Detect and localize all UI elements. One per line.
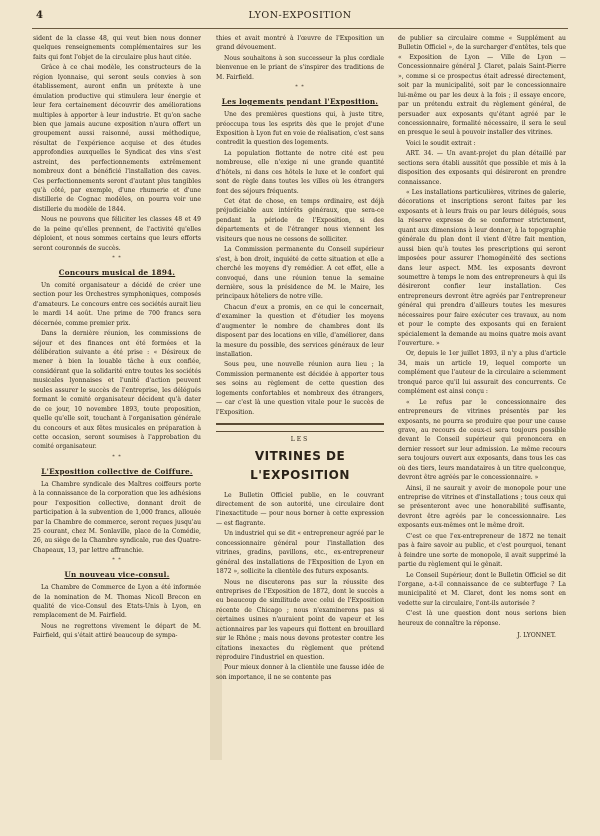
section-heading: Les logements pendant l'Exposition.: [221, 96, 379, 106]
paragraph: Or, depuis le 1er juillet 1893, il n'y a plus d'article 34, mais un article 19, lequel comporte un complément que l'auteur de la circulaire a sciemment tronqué parce qu'il lui assurait des concurrents. Ce complément est ainsi conçu :: [398, 350, 566, 396]
section-separator: * *: [112, 255, 122, 262]
paragraph: thies et avait montré à l'œuvre de l'Exposition un grand dévouement.: [216, 35, 384, 52]
paragraph: Nous ne pouvons que féliciter les classes 48 et 49 de la peine qu'elles prennent, de l'activité qu'elles déploient, et nous sommes certains que leurs efforts seront couronnés de succès.: [33, 216, 201, 252]
page-number: 4: [36, 10, 43, 21]
paragraph: Ainsi, il ne saurait y avoir de monopole pour une entreprise de vitrines et d'installations ; tous ceux qui se présenteront avec une honorabilité suffisante, devront être agréés par le concessionnaire. Les exposants eux-mêmes ont le même droit.: [398, 484, 566, 530]
column-2: [216, 34, 384, 824]
header-rule: [32, 28, 568, 29]
paragraph: Le Bulletin Officiel publie, en le couvrant directement de son autorité, une circulaire dont l'inexactitude — pour nous borner à cette expression — est flagrante.: [216, 491, 384, 527]
headline-title: VITRINES DE L'EXPOSITION: [250, 449, 350, 482]
paragraph: Nous ne discuterons pas sur la réussite des entreprises de l'Exposition de 1872, dont le succès a eu beaucoup de similitude avec celui de l'Exposition récente de Chicago ; nous n'examinerons pas si certaines usines n'auraient point de vapeur et les actionnaires par les vapeurs qui flottent en brouillard sur le Rhône ; mais nous devons protester contre les citations inexactes du règlement que prétend reproduire l'industriel en question.: [216, 578, 384, 662]
page-header: [0, 0, 600, 36]
ornament-rule: [216, 423, 384, 432]
section-separator: * *: [295, 84, 305, 91]
paragraph: Cet état de chose, en temps ordinaire, est déjà préjudiciable aux intérêts généraux, que sera-ce pendant la période de l'Exposition, si des départements et de l'étranger nous viennent les visiteurs que nous ne cessons de solliciter.: [216, 198, 384, 243]
paragraph: Un comité organisateur a décidé de créer une section pour les Orchestres symphoniques, composés d'amateurs. Le concours entre ces sociétés aurait lieu le mardi 14 août. Une prime de 700 francs sera décernée, comme premier prix.: [33, 281, 201, 327]
paragraph: C'est là une question dont nous serions bien heureux de connaître la réponse.: [398, 610, 566, 627]
paragraph: Dans la dernière réunion, les commissions de séjour et des finances ont été formées et la délibération suivante a été prise : « Désireux de mener à bien la louable tâche à eux confiée, considérant que la solidarité entre toutes les sociétés musicales lyonnaises et l'unité d'action peuvent seules assurer le succès de l'entreprise, les délégués formant le comité organisateur décident qu'à dater de ce jour, 10 novembre 1893, toute proposition, quelle qu'elle soit, touchant à l'organisation générale du concours et aux fêtes musicales en préparation à cette occasion, seront soumises à l'approbation du comité organisateur.: [33, 330, 201, 451]
publication-title: LYON-EXPOSITION: [248, 10, 352, 21]
paragraph: « Le refus par le concessionnaire des entrepreneurs de vitrines présentés par les exposants, ne pourra se produire que pour une cause grave, au recours de ceux-ci sera toujours possible devant le Conseil supérieur qui prononcera en dernier ressort sur leur admission. Le même recours sera toujours ouvert aux exposants, dans tous les cas où des tiers, leurs mandataires à un titre quelconque, devront être agréés par le concessionnaire. »: [398, 398, 566, 482]
paragraph: La Chambre syndicale des Maîtres coiffeurs porte à la connaissance de la corporation que les adhésions pour l'exposition collective, donnant droit de participation à la subvention de 1,000 francs, allouée par la Chambre de commerce, seront reçues jusqu'au 25 courant, chez M. Sonlaville, place de la Comédie, 26, au siège de la Chambre syndicale, rue des Quatre-Chapeaux, 13, par lettre affranchie.: [33, 480, 201, 554]
paragraph: « Les installations particulières, vitrines de galerie, décorations et inscriptions seront faites par les exposants et à leurs frais ou par leurs délégués, sous la réserve expresse de se conformer strictement, quant aux dimensions à leur donner, à la topographie générale du plan dont il vient d'être fait mention, aussi bien qu'à toutes les prescriptions qui seront imposées pour assurer l'homogénéité des sections dans leur aspect. MM. les exposants devront soumettre à temps le nom des entrepreneurs à qui ils désireront confier leur installation. Ces entrepreneurs devront être agréés par l'entrepreneur général qui prendra d'ailleurs toutes les mesures nécessaires pour faire exécuter ces travaux, au nom et pour le compte des exposants qui en feraient spécialement la demande au moins quatre mois avant l'ouverture. »: [398, 189, 566, 347]
paper-stain: [210, 610, 222, 760]
paragraph: Nous ne regrettons vivement le départ de M. Fairfield, qui s'était attiré beaucoup de sympa-: [33, 622, 201, 640]
paragraph: La Commission permanente du Conseil supérieur s'est, à bon droit, inquiété de cette situation et elle a cherché les moyens d'y remédier. A cet effet, elle a convoqué, dans une réunion tenue la semaine dernière, sous la présidence de M. le Maire, les principaux hôteliers de notre ville.: [216, 246, 384, 301]
column-1: [33, 34, 201, 824]
section-heading: Concours musical de 1894.: [58, 267, 176, 277]
paragraph: Un industriel qui se dit « entrepreneur agréé par le concessionnaire général pour l'installation des vitrines, gradins, pavillons, etc., ex-entrepreneur général des installations de l'Exposition de Lyon en 1872 », sollicite la clientèle des futurs exposants.: [216, 530, 384, 576]
paragraph: Une des premières questions qui, à juste titre, préoccupa tous les esprits dès que le projet d'une Exposition à Lyon fut en voie de réalisation, c'est sans contredit la question des logements.: [216, 111, 384, 147]
paragraph: sident de la classe 48, qui veut bien nous donner quelques renseignements complémentaires sur les faits qui font l'objet de la circulaire plus haut citée.: [33, 35, 201, 61]
paragraph: C'est ce que l'ex-entrepreneur de 1872 ne tenait pas à faire savoir au public, et c'est pourquoi, tenant à feindre une sorte de monopole, il avait supprimé la partie du règlement qui le gênait.: [398, 532, 566, 569]
paragraph: Voici le soudit extrait :: [406, 139, 476, 147]
author-signature: J. LYONNET.: [517, 632, 556, 640]
paragraph: Chacun d'eux a promis, en ce qui le concernait, d'examiner la question et d'étudier les moyens d'augmenter le nombre de chambres dont ils disposent par des locations en ville, d'améliorer, dans la mesure du possible, des services généraux de leur installation.: [216, 303, 384, 359]
headline-prefix: LES: [290, 436, 310, 444]
section-heading: L'Exposition collective de Coiffure.: [41, 466, 193, 476]
paragraph: La population flottante de notre cité est peu nombreuse, elle n'exige ni une grande quantité d'hôtels, ni dans ces hôtels le luxe et le confort qui sont de règle dans toutes les villes où les étrangers font des séjours fréquents.: [216, 149, 384, 195]
article-headline: [216, 423, 384, 484]
paragraph: Pour mieux donner à la clientèle une fausse idée de son importance, il ne se contente pas: [216, 664, 384, 681]
paragraph: ART. 34. — Un avant-projet du plan détaillé par sections sera établi aussitôt que possible et mis à la disposition des exposants qui désireront en prendre connaissance.: [398, 150, 566, 186]
paragraph: Nous souhaitons à son successeur la plus cordiale bienvenue en le priant de s'inspirer des traditions de M. Fairfield.: [216, 54, 384, 81]
section-separator: * *: [112, 453, 122, 460]
paragraph: Grâce à ce chai modèle, les constructeurs de la région lyonnaise, qui seront seuls convies à son établissement, auront enfin un prétexte à une émulation productive qui stimulera leur énergie et leur fera certainement découvrir des améliorations multiples à apporter à leur industrie. Et qu'on sache bien que jamais aucune exposition n'aura offert un groupement aussi raisonné, aussi méthodique, résultat de l'expérience acquise et des études approfondies auxquelles le Syndicat des vins s'est astreint, des perfectionnements extrêmement nombreux dont a bénéficié l'installation des caves. Ces perfectionnements seront d'autant plus tangibles qu'à côté, par exemple, d'une rhumerie et d'une distillerie de Cognac modèles, on pourra voir une distillerie du modèle de 1844.: [33, 64, 201, 213]
paragraph: La Chambre de Commerce de Lyon a été informée de la nomination de M. Thomas Nicoll Brecon en qualité de vice-Consul des Etats-Unis à Lyon, en remplacement de M. Fairfield.: [33, 584, 201, 620]
section-heading: Un nouveau vice-consul.: [64, 570, 170, 579]
section-separator: * *: [112, 557, 122, 564]
paragraph: Le Conseil Supérieur, dont le Bulletin Officiel se dit l'organe, a-t-il connaissance de ce subterfuge ? La municipalité et M. Claret, dont les noms sont en vedette sur la circulaire, l'ont-ils autorisée ?: [398, 571, 566, 607]
column-3: [398, 34, 566, 824]
paragraph: Sous peu, une nouvelle réunion aura lieu ; la Commission permanente est décidée à apporter tous ses soins au règlement de cette question des logements confortables et nombreux des étrangers, — car c'est là une question vitale pour le succès de l'Exposition.: [216, 361, 384, 416]
paragraph: de publier sa circulaire comme « Supplément au Bulletin Officiel », de la surcharger d'entêtes, tels que « Exposition de Lyon — Ville de Lyon — Concessionnaire général J. Claret, palais Saint-Pierre », comme si ce prospectus était adressé directement, soit par la municipalité, soit par le concessionnaire lui-même ou par les deux à la fois ; il essaye encore, par un prétendu extrait du règlement général, de persuader aux exposants qu'étant agréé par le concessionnaire, formalité nécessaire, il sera le seul en presque le seul à pouvoir installer des vitrines.: [398, 35, 566, 137]
